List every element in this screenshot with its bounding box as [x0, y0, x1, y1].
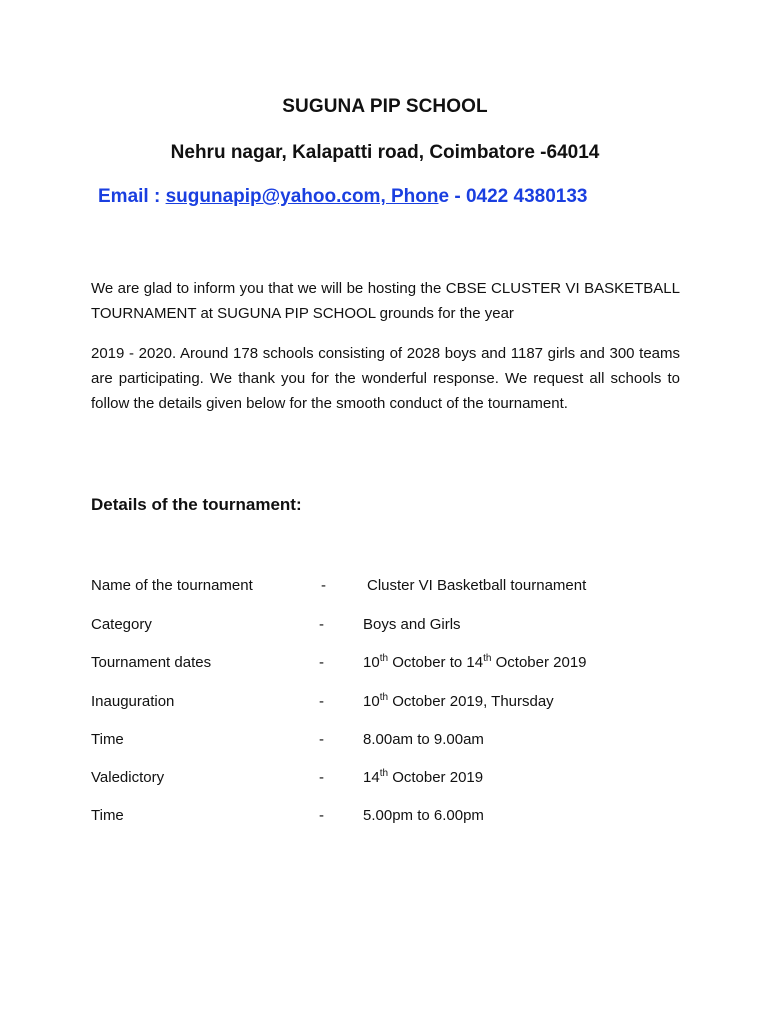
- detail-label: Time: [91, 807, 124, 824]
- detail-label: Inauguration: [91, 693, 175, 710]
- detail-separator: -: [319, 807, 324, 824]
- date-end: October 2019: [491, 654, 587, 671]
- date-rest: October 2019, Thursday: [388, 693, 554, 710]
- contact-line: [98, 186, 718, 208]
- detail-row-name: [91, 577, 691, 601]
- detail-separator: -: [321, 577, 326, 594]
- detail-row-time-inauguration: [91, 731, 691, 755]
- detail-separator: -: [319, 731, 324, 748]
- detail-label: Tournament dates: [91, 654, 212, 671]
- details-paragraph: 2019 - 2020. Around 178 schools consisting of 2028 boys and 1187 girls and 300 teams are participating. We thank you for the wonderful response. We request all schools to follow the details given below for the smooth conduct of the tournament.: [91, 345, 680, 412]
- detail-label: Valedictory: [91, 769, 165, 786]
- detail-value: [363, 769, 483, 786]
- detail-row-inauguration: [91, 693, 691, 717]
- ordinal-suffix: th: [483, 653, 492, 664]
- detail-separator: -: [319, 616, 324, 633]
- detail-separator: -: [319, 654, 324, 671]
- ordinal-suffix: th: [379, 653, 389, 664]
- school-address: Nehru nagar, Kalapatti road, Coimbatore -64014: [170, 142, 600, 163]
- detail-row-time-valedictory: [91, 807, 691, 831]
- email-link[interactable]: sugunapip@yahoo.com, Phon: [165, 186, 439, 207]
- detail-value: Boys and Girls: [363, 616, 461, 633]
- school-name: SUGUNA PIP SCHOOL: [282, 96, 488, 117]
- detail-label: Time: [91, 731, 124, 748]
- detail-row-valedictory: [91, 769, 691, 793]
- detail-value: 5.00pm to 6.00pm: [363, 807, 484, 824]
- detail-separator: -: [319, 693, 324, 710]
- day: 14: [363, 769, 380, 786]
- day: 10: [363, 693, 380, 710]
- detail-label: Category: [91, 616, 152, 633]
- start-day: 10: [363, 654, 380, 671]
- date-rest: October 2019: [388, 769, 484, 786]
- date-middle: October to 14: [388, 654, 484, 671]
- detail-row-category: [91, 616, 691, 640]
- detail-value: Cluster VI Basketball tournament: [367, 577, 587, 594]
- detail-row-dates: [91, 654, 691, 678]
- intro-paragraph: We are glad to inform you that we will be hosting the CBSE CLUSTER VI BASKETBALL TOURNAMENT at SUGUNA PIP SCHOOL grounds for the year: [91, 280, 680, 322]
- ordinal-suffix: th: [379, 768, 389, 779]
- detail-value: 8.00am to 9.00am: [363, 731, 484, 748]
- contact-prefix: Email :: [98, 186, 166, 207]
- ordinal-suffix: th: [379, 692, 389, 703]
- detail-value: [363, 654, 587, 671]
- phone-text: e - 0422 4380133: [438, 186, 588, 207]
- detail-label: Name of the tournament: [91, 577, 253, 594]
- details-heading: Details of the tournament:: [91, 495, 302, 514]
- detail-separator: -: [319, 769, 324, 786]
- detail-value: [363, 693, 554, 710]
